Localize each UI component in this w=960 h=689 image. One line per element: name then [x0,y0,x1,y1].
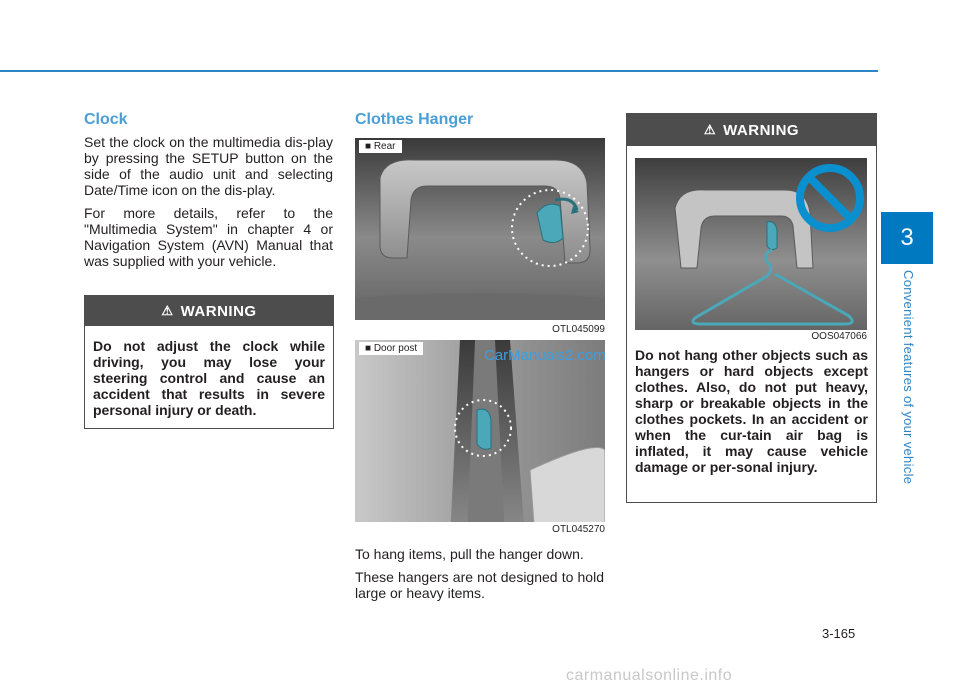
watermark-footer: carmanualsonline.info [566,667,733,684]
hanger-paragraph: These hangers are not designed to hold large or heavy items. [355,569,604,601]
clock-warning-header [85,296,333,326]
chapter-tab: 3 [881,212,933,264]
door-post-hanger-illustration [355,340,605,538]
hanger-heading: Clothes Hanger [355,111,474,128]
watermark-inline: CarManuals2.com [484,347,606,364]
chapter-title-text: Convenient features of your vehicle [901,270,916,485]
clock-warning-text: Do not adjust the clock while driving, you may lose your steering control and cause an accident that results in severe personal injury or death. [93,338,325,418]
prohibited-hanger-illustration [635,158,867,344]
hanger-warning-text: Do not hang other objects such as hangers or hard objects except clothes. Also, do not put heavy, sharp or breakable objects in the clothes pockets. In an accident or when the cur-tain air bag is inflated, it may cause vehicle damage or per-sonal injury. [635,347,868,475]
hanger-warning-box [626,113,877,503]
clock-warning-title: WARNING [180,302,257,320]
rear-hanger-illustration [355,138,605,338]
page-number: 3-165 [822,626,856,641]
figure-door-post-code: OTL045270 [552,524,605,535]
warning-triangle-icon: ⚠ [161,303,174,318]
clock-text [84,134,333,276]
figure-rear-tag: ■ Rear [359,140,402,153]
warning-triangle-icon: ⚠ [703,122,717,137]
hanger-text [355,546,604,608]
figure-rear-code: OTL045099 [552,324,605,335]
hanger-warning-header [627,114,876,146]
chapter-title [895,270,921,500]
figure-door-post-tag: ■ Door post [359,342,423,355]
clock-paragraph: For more details, refer to the "Multimedia System" in chapter 4 or Navigation System (AVN) Manual that was supplied with your vehicle. [84,205,333,269]
clock-paragraph: Set the clock on the multimedia dis-play by pressing the SETUP button on the side of the audio unit and selecting Date/Time icon on the dis-play. [84,134,333,198]
warning-figure [635,158,867,344]
clock-heading: Clock [84,111,128,128]
hanger-warning-title: WARNING [723,121,800,139]
warning-figure-code: OOS047066 [811,331,867,342]
hanger-paragraph: To hang items, pull the hanger down. [355,546,584,562]
figure-door-post [355,340,605,538]
clock-warning-box [84,295,334,429]
figure-rear [355,138,605,338]
header-rule [0,70,878,72]
